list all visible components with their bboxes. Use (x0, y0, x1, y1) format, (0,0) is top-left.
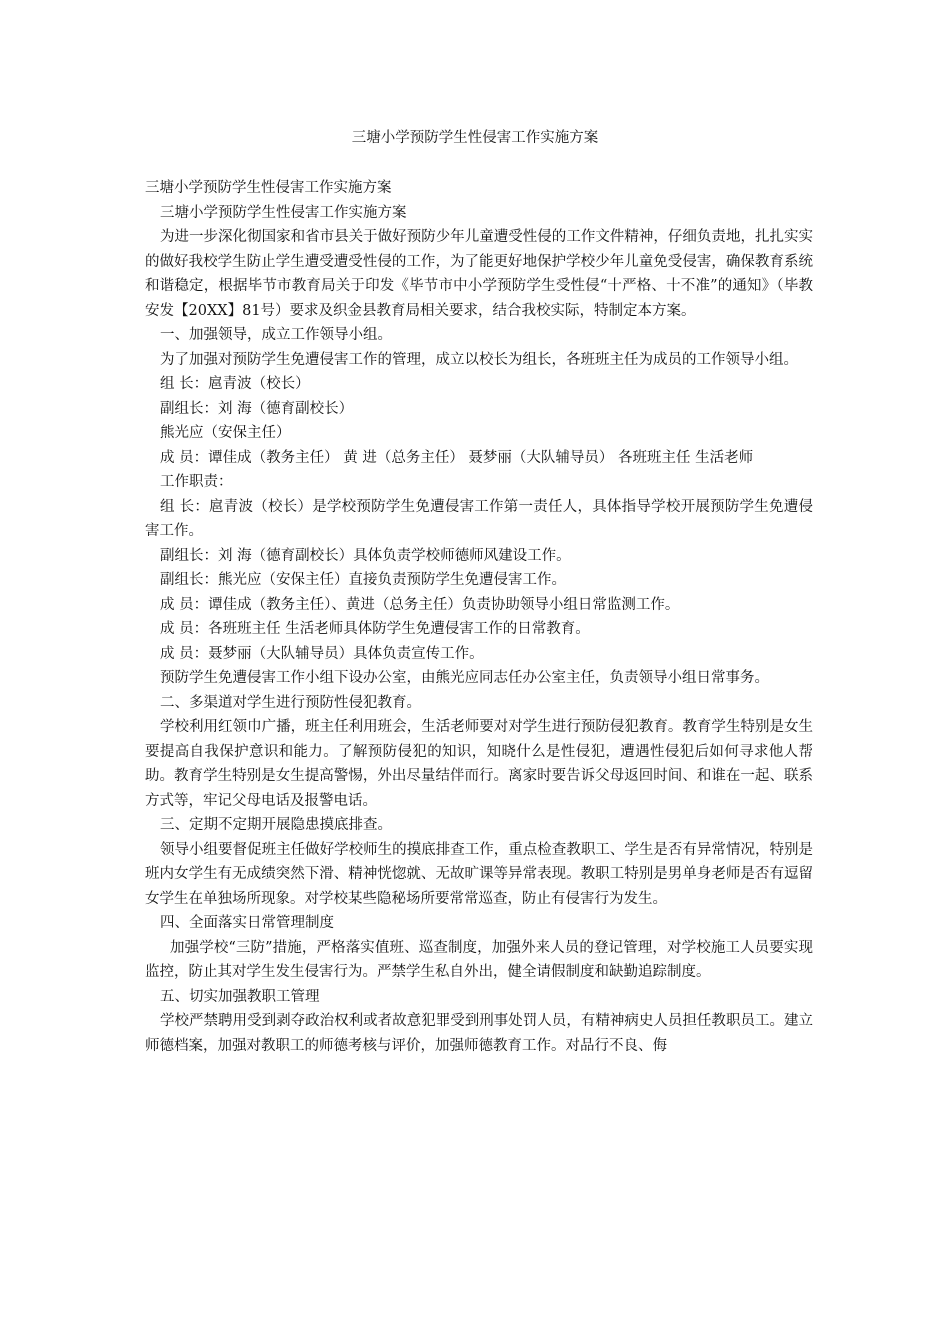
body-paragraph: 三塘小学预防学生性侵害工作实施方案 (145, 180, 392, 196)
body-paragraph: 预防学生免遭侵害工作小组下设办公室，由熊光应同志任办公室主任，负责领导小组日常事务。 (160, 670, 769, 686)
body-paragraph: 学校严禁聘用受到剥夺政治权利或者故意犯罪受到刑事处罚人员，有精神病史人员担任教职员工。建立师德档案，加强对教职工的师德考核与评价，加强师德教育工作。对品行不良、侮 (145, 1013, 813, 1054)
body-paragraph: 学校利用红领巾广播，班主任利用班会，生活老师要对对学生进行预防侵犯教育。教育学生特别是女生要提高自我保护意识和能力。了解预防侵犯的知识，知晓什么是性侵犯，遭遇性侵犯后如何寻求他人帮助。教育学生特别是女生提高警惕，外出尽量结伴而行。离家时要告诉父母返回时间、和谁在一起、联系方式等，牢记父母电话及报警电话。 (145, 719, 813, 809)
body-paragraph: 三塘小学预防学生性侵害工作实施方案 (160, 204, 407, 221)
body-paragraph: 副组长：刘 海（德育副校长）具体负责学校师德师风建设工作。 (160, 547, 571, 564)
body-paragraph: 二、多渠道对学生进行预防性侵犯教育。 (160, 694, 421, 711)
body-paragraph: 一、加强领导，成立工作领导小组。 (160, 327, 392, 343)
body-paragraph: 副组长：刘 海（德育副校长） (160, 400, 354, 417)
body-paragraph: 组 长：扈青波（校长）是学校预防学生免遭侵害工作第一责任人，具体指导学校开展预防学生免遭侵害工作。 (145, 498, 813, 539)
body-paragraph: 加强学校“三防”措施，严格落实值班、巡查制度，加强外来人员的登记管理，对学校施工人员要实现监控，防止其对学生发生侵害行为。严禁学生私自外出，健全请假制度和缺勤追踪制度。 (145, 939, 813, 980)
body-paragraph: 领导小组要督促班主任做好学校师生的摸底排查工作，重点检查教职工、学生是否有异常情况，特别是班内女学生有无成绩突然下滑、精神恍惚就、无故旷课等异常表现。教职工特别是男单身老师是否有逗留女学生在单独场所现象。对学校某些隐秘场所要常常巡查，防止有侵害行为发生。 (145, 841, 813, 907)
body-paragraph: 五、切实加强教职工管理 (160, 988, 320, 1005)
body-paragraph: 成 员：谭佳成（教务主任） 黄 进（总务主任） 聂梦丽（大队辅导员） 各班班主任 生活老师 (160, 449, 754, 466)
body-paragraph: 成 员：谭佳成（教务主任）、黄进（总务主任）负责协助领导小组日常监测工作。 (160, 596, 680, 613)
body-paragraph: 成 员：各班班主任 生活老师具体防学生免遭侵害工作的日常教育。 (160, 621, 590, 637)
body-paragraph: 副组长：熊光应（安保主任）直接负责预防学生免遭侵害工作。 (160, 572, 566, 588)
document-title: 三塘小学预防学生性侵害工作实施方案 (351, 130, 599, 146)
document-body (145, 176, 813, 1058)
body-paragraph: 成 员：聂梦丽（大队辅导员）具体负责宣传工作。 (160, 645, 484, 662)
body-paragraph: 工作职责： (160, 474, 233, 490)
body-paragraph: 为进一步深化彻国家和省市县关于做好预防少年儿童遭受性侵的工作文件精神，仔细负责地，扎扎实实的做好我校学生防止学生遭受遭受性侵的工作，为了能更好地保护学校少年儿童免受侵害，确保教育系统和谐稳定，根据毕节市教育局关于印发《毕节市中小学预防学生受性侵“十严格、十不准”的通知》（毕教安发【20XX】81号）要求及织金县教育局相关要求，结合我校实际，特制定本方案。 (145, 229, 813, 319)
body-paragraph: 三、定期不定期开展隐患摸底排查。 (160, 817, 392, 833)
body-paragraph: 为了加强对预防学生免遭侵害工作的管理，成立以校长为组长，各班班主任为成员的工作领导小组。 (160, 351, 798, 368)
body-paragraph: 熊光应（安保主任） (160, 425, 291, 441)
body-paragraph: 组 长：扈青波（校长） (160, 376, 310, 392)
body-paragraph: 四、全面落实日常管理制度 (160, 915, 334, 931)
